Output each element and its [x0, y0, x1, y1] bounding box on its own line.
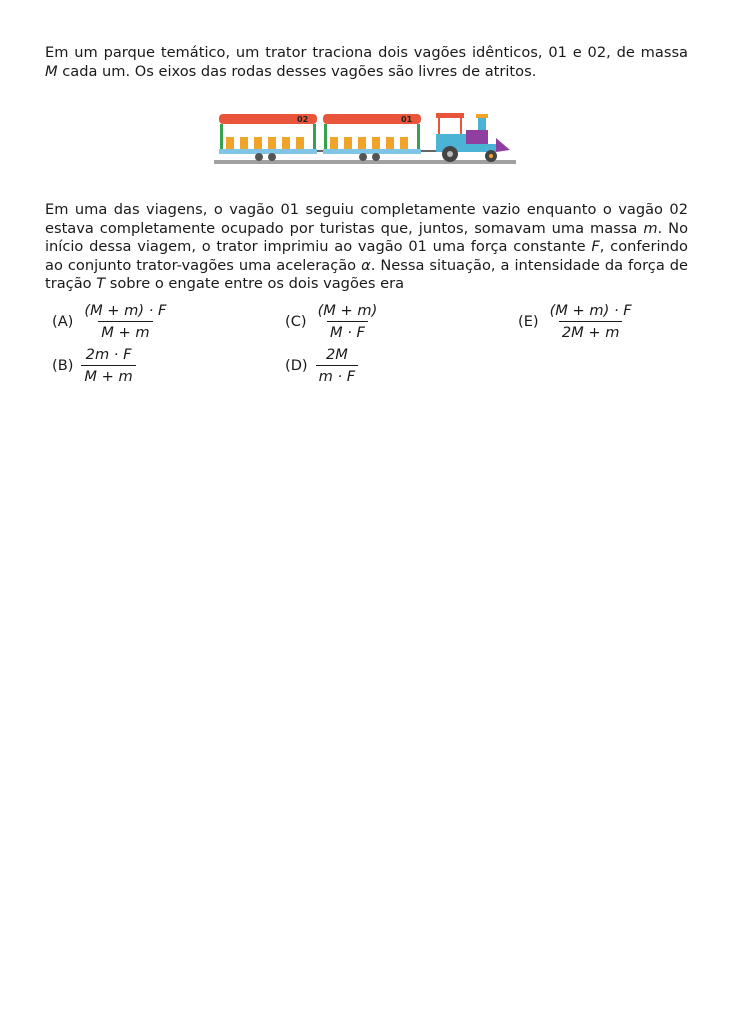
problem-line-3-a: início dessa viagem, o trator imprimiu ao vagão 01 uma força constante: [45, 238, 592, 256]
train-illustration: [214, 108, 516, 168]
option-e[interactable]: [518, 302, 635, 341]
wagon-02-label: 02: [297, 115, 309, 124]
intro-paragraph: [45, 44, 688, 81]
force-variable-F: F: [591, 238, 600, 256]
problem-line-2: [45, 220, 688, 239]
option-e-fraction: [547, 302, 635, 341]
wagon-01-label: 01: [401, 115, 413, 124]
option-d-numerator: 2M: [325, 346, 348, 363]
option-a-label: (A): [52, 313, 74, 330]
option-c[interactable]: [285, 302, 380, 341]
problem-line-5-a: tração: [45, 275, 97, 293]
intro-line-2-text: cada um. Os eixos das rodas desses vagões são livres de atritos.: [57, 62, 537, 80]
problem-line-1: Em uma das viagens, o vagão 01 seguiu completamente vazio enquanto o vagão 02: [45, 201, 688, 218]
option-d-label: (D): [285, 357, 308, 374]
mass-variable-M: M: [45, 62, 58, 80]
option-e-label: (E): [518, 313, 539, 330]
wagon-02: [219, 114, 317, 161]
tension-variable-T: T: [96, 275, 106, 293]
problem-line-5: [45, 275, 688, 294]
problem-line-5-b: sobre o engate entre os dois vagões era: [105, 275, 405, 293]
option-a-numerator: (M + m) · F: [84, 302, 167, 319]
mass-variable-m: m: [643, 219, 658, 237]
problem-line-2-b: . No: [657, 219, 689, 237]
option-a-denominator: M + m: [98, 321, 152, 341]
option-d-fraction: [316, 346, 359, 385]
problem-line-2-a: estava completamente ocupado por turistas que, juntos, somavam uma massa: [45, 219, 644, 237]
option-a-fraction: [81, 302, 169, 341]
acceleration-variable: α: [361, 256, 371, 274]
option-b[interactable]: [52, 346, 136, 385]
intro-line-1: Em um parque temático, um trator traciona dois vagões idênticos, 01 e 02, de massa: [45, 44, 688, 61]
problem-line-4-a: ao conjunto trator-vagões uma aceleração: [45, 256, 362, 274]
tractor: [436, 113, 510, 162]
coupling: [317, 150, 323, 152]
problem-paragraph: [45, 201, 688, 294]
option-e-numerator: (M + m) · F: [549, 302, 632, 319]
option-b-denominator: M + m: [81, 365, 135, 385]
option-c-fraction: [315, 302, 381, 341]
option-c-numerator: (M + m): [317, 302, 378, 319]
problem-line-4: [45, 257, 688, 276]
problem-line-3: [45, 238, 688, 257]
option-c-denominator: M · F: [327, 321, 368, 341]
option-c-label: (C): [285, 313, 307, 330]
option-d[interactable]: [285, 346, 358, 385]
option-d-denominator: m · F: [316, 365, 359, 385]
option-a[interactable]: [52, 302, 169, 341]
option-b-numerator: 2m · F: [85, 346, 132, 363]
wagon-01: [323, 114, 421, 161]
intro-line-2: [45, 63, 688, 82]
option-b-label: (B): [52, 357, 74, 374]
problem-line-4-b: . Nessa situação, a intensidade da força de: [370, 256, 689, 274]
option-e-denominator: 2M + m: [559, 321, 623, 341]
problem-line-3-b: , conferindo: [599, 238, 688, 256]
option-b-fraction: [81, 346, 135, 385]
